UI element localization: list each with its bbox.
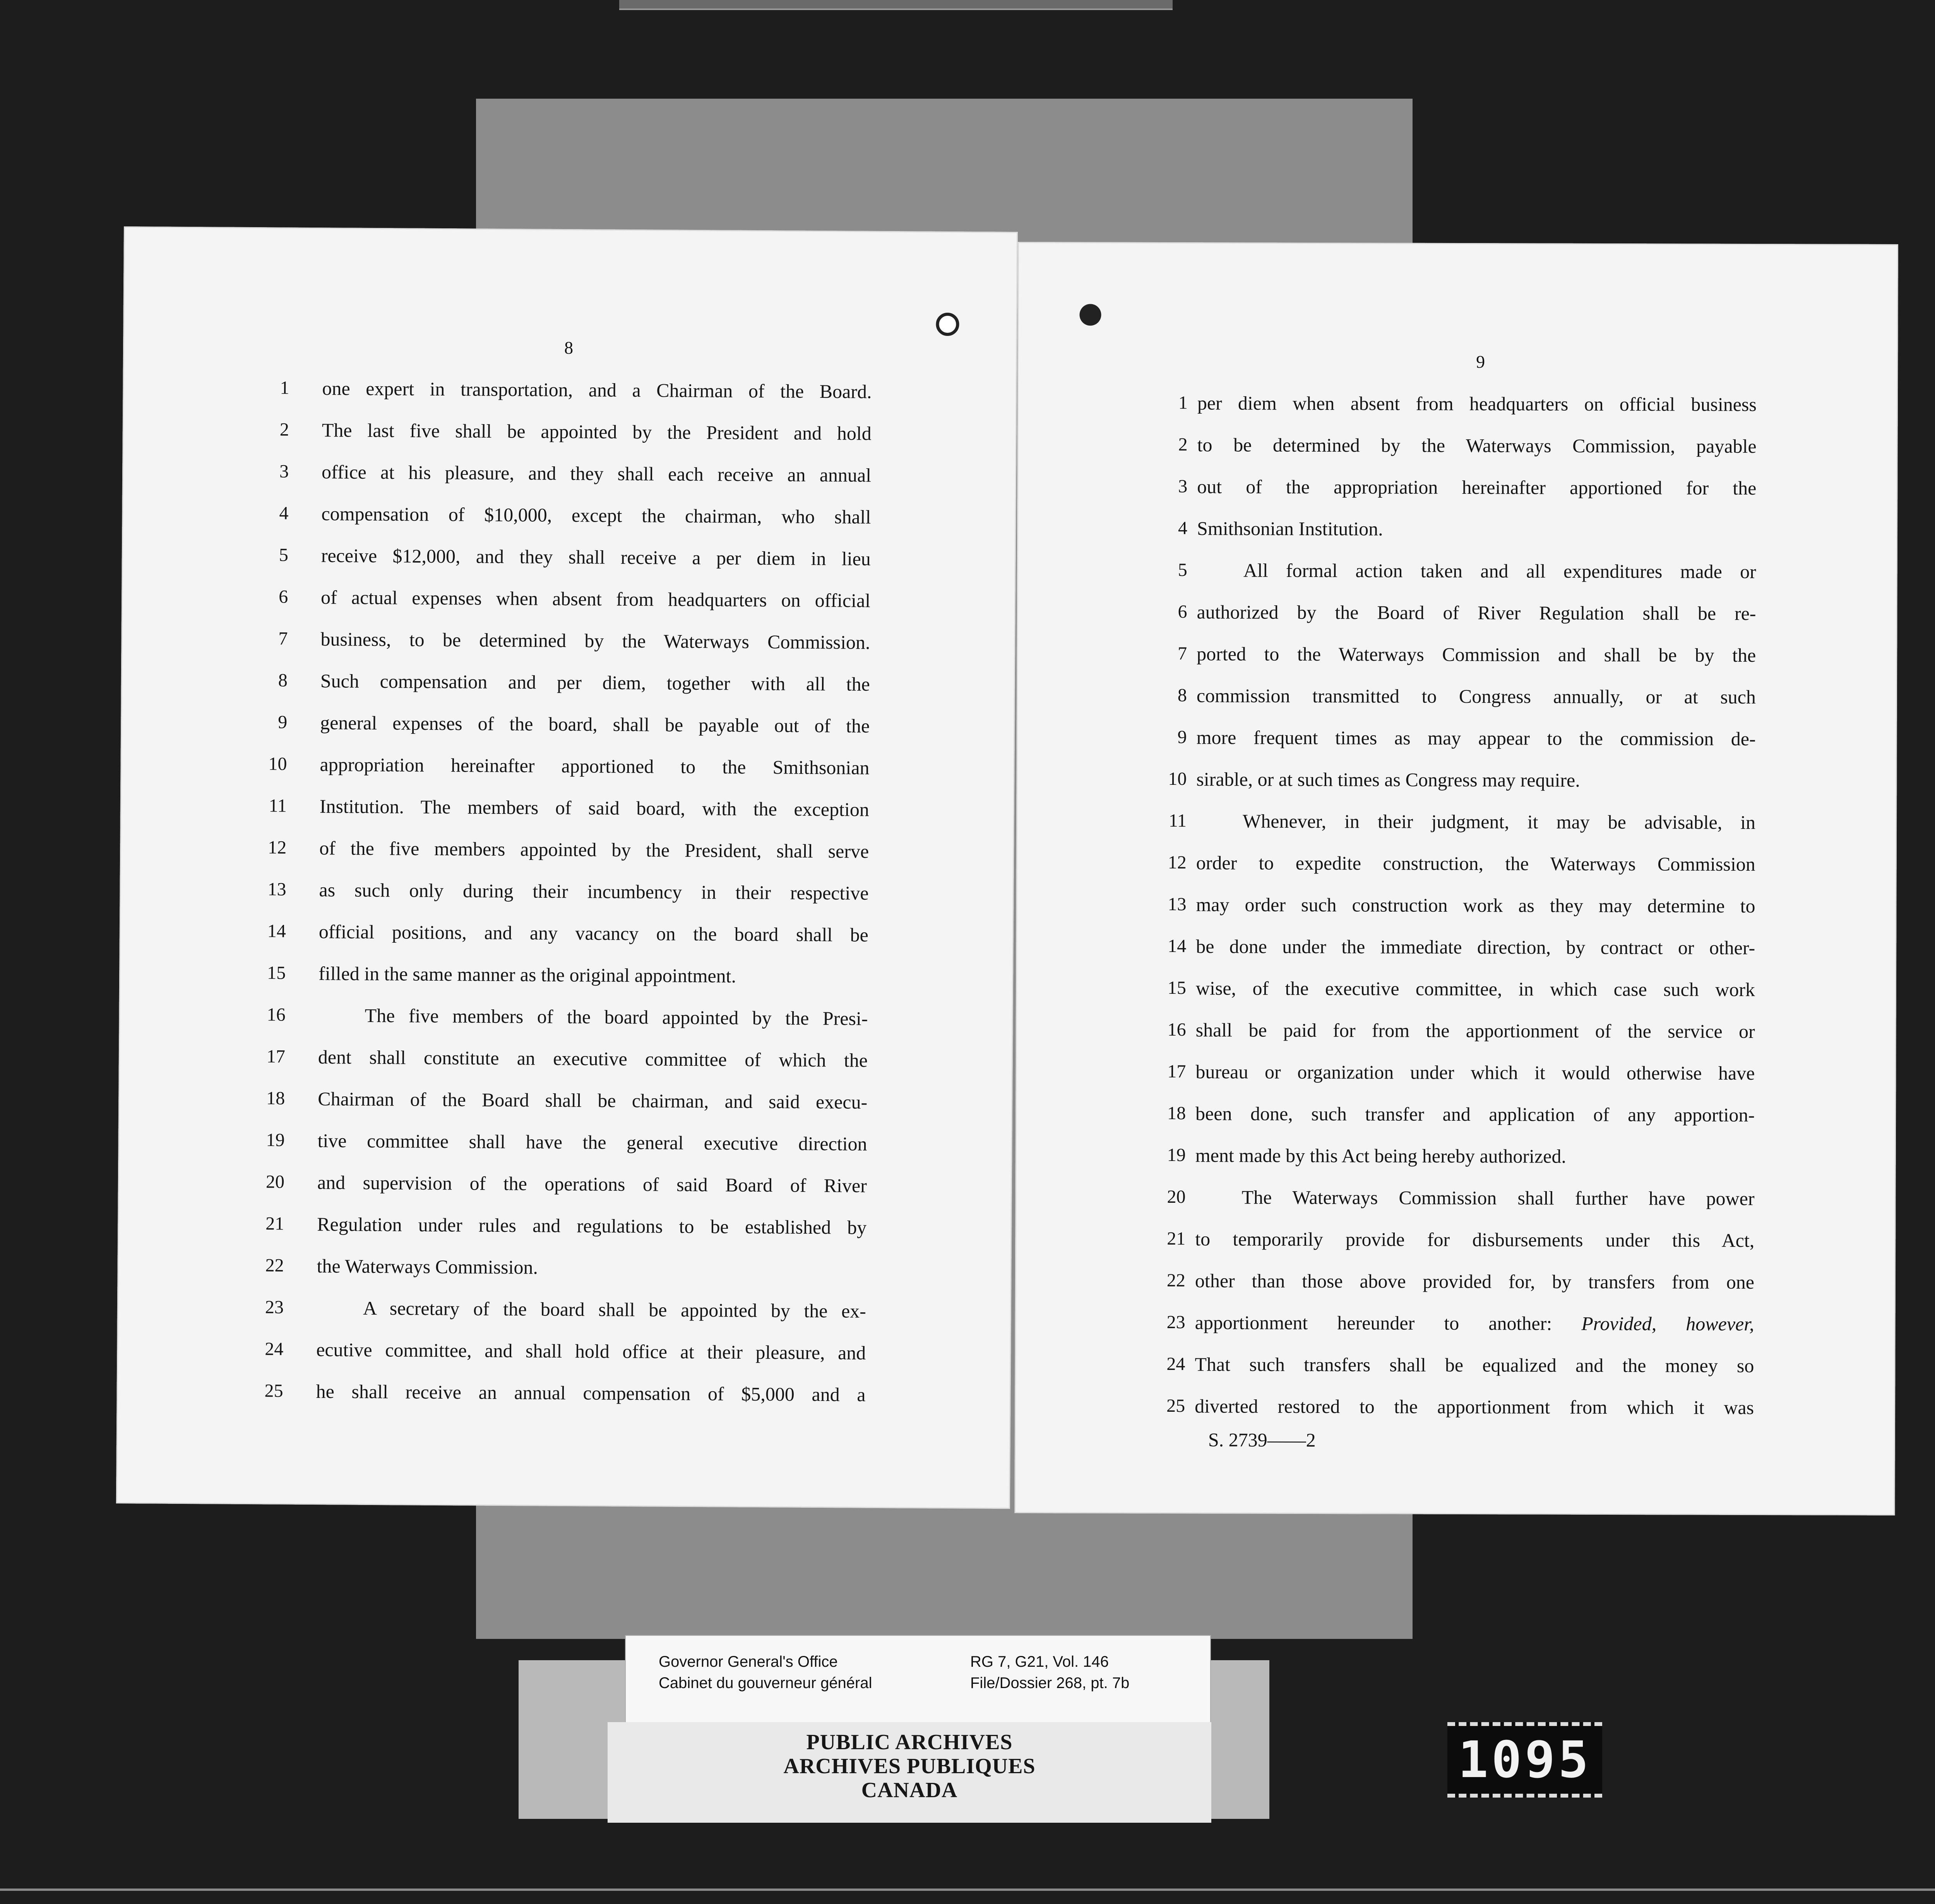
punch-hole-icon <box>1079 304 1101 325</box>
proviso-emphasis: Provided, however, <box>1581 1312 1754 1335</box>
line-text: tive committee shall have the general executive direction <box>317 1130 867 1155</box>
line-number: 6 <box>1178 601 1187 622</box>
line-number: 3 <box>1178 476 1188 497</box>
line-text: The last five shall be appointed by the President and hold <box>322 419 872 444</box>
right-page-lines <box>1017 387 1898 1418</box>
line-number: 10 <box>268 753 287 774</box>
line-text: to be determined by the Waterways Commission, payable <box>1197 434 1757 457</box>
line-number: 5 <box>279 544 288 565</box>
line-text: appropriation hereinafter apportioned to the Smithsonian <box>320 753 870 779</box>
line-text: authorized by the Board of River Regulation shall be re- <box>1197 601 1756 624</box>
line-number: 15 <box>1167 978 1187 998</box>
line-number: 18 <box>1167 1103 1186 1124</box>
line-number: 22 <box>265 1255 284 1276</box>
line-text: more frequent times as may appear to the commission de- <box>1196 726 1756 750</box>
line-number: 5 <box>1178 560 1187 580</box>
line-text: and supervision of the operations of said Board of River <box>317 1171 867 1197</box>
line-text: shall be paid for from the apportionment of the service or <box>1195 1019 1755 1042</box>
line-text: That such transfers shall be equalized and the money so <box>1195 1353 1754 1377</box>
record-group-reference: RG 7, G21, Vol. 146 <box>970 1653 1109 1670</box>
line-text: ment made by this Act being hereby authorized. <box>1195 1144 1566 1167</box>
line-number: 21 <box>1167 1228 1186 1249</box>
line-text: he shall receive an annual compensation of $5,000 and a <box>316 1380 866 1406</box>
line-number: 2 <box>279 419 289 440</box>
line-number: 15 <box>267 962 286 983</box>
line-number: 16 <box>267 1004 286 1025</box>
line-text: The Waterways Commission shall further have power <box>1241 1186 1755 1209</box>
line-number: 24 <box>1166 1354 1185 1375</box>
line-number: 20 <box>1167 1187 1186 1207</box>
right-page <box>1014 242 1898 1515</box>
line-number: 1 <box>1178 392 1188 413</box>
office-english: Governor General's Office <box>659 1653 838 1670</box>
line-text: other than those above provided for, by transfers from one <box>1195 1270 1755 1293</box>
line-number: 7 <box>1178 643 1187 664</box>
punch-hole-icon <box>936 313 959 336</box>
line-text: been done, such transfer and application of any apportion- <box>1195 1103 1755 1126</box>
line-text: office at his pleasure, and they shall each receive an annual <box>321 461 872 486</box>
line-number: 16 <box>1167 1019 1186 1040</box>
line-number: 25 <box>1166 1395 1185 1416</box>
line-text: business, to be determined by the Waterways Commission. <box>320 628 870 653</box>
line-number: 24 <box>265 1339 284 1360</box>
line-text: may order such construction work as they may determine to <box>1196 894 1755 917</box>
line-text: Chairman of the Board shall be chairman, and said execu- <box>318 1088 868 1113</box>
line-text: of the five members appointed by the President, shall serve <box>319 837 869 862</box>
line-number: 12 <box>1168 852 1187 873</box>
line-number: 13 <box>267 879 286 900</box>
left-page <box>116 226 1018 1509</box>
line-text: one expert in transportation, and a Chairman of the Board. <box>322 377 872 402</box>
line-text: ecutive committee, and shall hold office at their pleasure, and <box>316 1339 866 1364</box>
line-number: 4 <box>1178 518 1188 539</box>
line-text: out of the appropriation hereinafter apportioned for the <box>1197 476 1757 499</box>
file-reference: File/Dossier 268, pt. 7b <box>970 1675 1130 1692</box>
line-text: order to expedite construction, the Waterways Commission <box>1196 852 1755 875</box>
office-french: Cabinet du gouverneur général <box>659 1675 872 1692</box>
line-number: 14 <box>1168 936 1187 957</box>
line-text: All formal action taken and all expenditures made or <box>1243 559 1756 582</box>
line-number: 9 <box>1177 727 1187 748</box>
line-number: 22 <box>1166 1270 1186 1291</box>
line-text: per diem when absent from headquarters on official business <box>1197 392 1757 415</box>
line-text: Regulation under rules and regulations to be established by <box>317 1213 867 1238</box>
top-film-strip <box>619 0 1173 10</box>
line-number: 18 <box>266 1088 285 1109</box>
line-text: filled in the same manner as the original appointment. <box>319 962 736 987</box>
line-number: 3 <box>279 461 289 482</box>
left-page-lines <box>123 372 1017 1406</box>
frame-counter: 1095 <box>1447 1722 1602 1798</box>
line-text: apportionment hereunder to another: Provided, however, <box>1195 1312 1754 1335</box>
line-text: wise, of the executive committee, in which case such work <box>1195 977 1755 1000</box>
line-text: Smithsonian Institution. <box>1197 517 1383 540</box>
line-number: 20 <box>265 1171 285 1192</box>
line-number: 8 <box>1177 685 1187 706</box>
line-text: sirable, or at such times as Congress may require. <box>1196 768 1580 791</box>
line-text: diverted restored to the apportionment from which it was <box>1195 1395 1754 1418</box>
line-text: bureau or organization under which it would otherwise have <box>1195 1061 1755 1084</box>
line-text: The five members of the board appointed by the Presi- <box>365 1004 868 1029</box>
archive-label-card <box>625 1635 1211 1726</box>
line-text: to temporarily provide for disbursements under this Act, <box>1195 1228 1755 1251</box>
line-number: 9 <box>278 712 288 733</box>
line-text: Institution. The members of said board, with the exception <box>319 795 870 820</box>
bill-number: S. 2739——2 <box>1208 1429 1316 1451</box>
line-text: of actual expenses when absent from headquarters on official <box>320 586 871 611</box>
line-text: compensation of $10,000, except the chairman, who shall <box>321 503 871 528</box>
film-bottom-edge <box>0 1889 1935 1891</box>
line-number: 13 <box>1168 894 1187 915</box>
line-text: A secretary of the board shall be appointed by the ex- <box>363 1297 866 1322</box>
line-number: 7 <box>278 628 288 649</box>
line-text: ported to the Waterways Commission and shall be by the <box>1197 643 1756 666</box>
line-text: as such only during their incumbency in their respective <box>319 879 869 904</box>
line-number: 2 <box>1178 434 1188 455</box>
line-number: 6 <box>278 586 288 607</box>
page-number: 8 <box>564 337 574 358</box>
line-number: 17 <box>266 1046 286 1067</box>
line-number: 8 <box>278 670 288 691</box>
line-number: 23 <box>265 1297 284 1318</box>
line-number: 10 <box>1168 769 1187 789</box>
public-archives-stamp <box>608 1722 1211 1823</box>
line-text: be done under the immediate direction, by contract or other- <box>1196 935 1755 959</box>
line-number: 11 <box>1168 810 1187 831</box>
line-number: 21 <box>265 1213 284 1234</box>
line-text: receive $12,000, and they shall receive a per diem in lieu <box>321 544 871 570</box>
line-text: Such compensation and per diem, together with all the <box>320 670 870 695</box>
line-number: 14 <box>267 921 286 942</box>
line-number: 17 <box>1167 1061 1186 1082</box>
line-number: 25 <box>264 1380 283 1401</box>
line-number: 12 <box>268 837 287 858</box>
line-number: 23 <box>1166 1312 1185 1333</box>
line-text: Whenever, in their judgment, it may be advisable, in <box>1243 810 1756 833</box>
line-number: 19 <box>266 1130 285 1151</box>
stamp-line-3: CANADA <box>861 1778 958 1802</box>
line-number: 4 <box>279 503 289 524</box>
line-text: dent shall constitute an executive committee of which the <box>318 1046 868 1071</box>
line-text: general expenses of the board, shall be payable out of the <box>320 712 870 737</box>
line-number: 11 <box>269 795 287 816</box>
page-number: 9 <box>1476 352 1485 372</box>
line-text: the Waterways Commission. <box>317 1255 538 1278</box>
stamp-line-1: PUBLIC ARCHIVES <box>806 1730 1013 1754</box>
line-number: 19 <box>1167 1145 1186 1166</box>
line-text: commission transmitted to Congress annually, or at such <box>1196 685 1756 708</box>
line-number: 1 <box>280 377 289 398</box>
line-text: official positions, and any vacancy on the board shall be <box>319 921 869 946</box>
stamp-line-2: ARCHIVES PUBLIQUES <box>783 1754 1036 1778</box>
